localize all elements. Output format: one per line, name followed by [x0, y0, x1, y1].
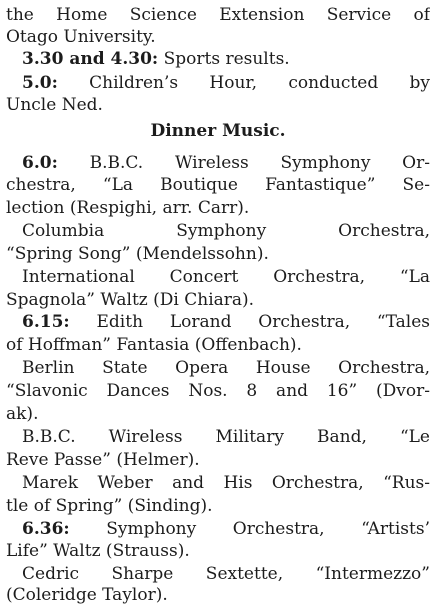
text-line: [6, 243, 430, 265]
program-time: 6.36:: [22, 519, 70, 539]
text-run: B.B.C. Wireless Military Band, “Le: [22, 427, 430, 447]
text-run: ak).: [6, 404, 39, 424]
text-run: Columbia Symphony Orchestra,: [22, 221, 430, 241]
text-line: [6, 26, 430, 48]
text-run: Children’s Hour, conducted by: [57, 73, 430, 93]
text-line: [22, 48, 430, 70]
text-line: [22, 426, 430, 448]
text-line: [22, 311, 430, 333]
text-line: [22, 518, 430, 540]
text-run: Sports results.: [158, 49, 290, 69]
text-line: [6, 403, 430, 425]
text-line: [22, 563, 430, 585]
program-time: 6.0:: [22, 153, 58, 173]
text-line: [6, 334, 430, 356]
section-heading: [6, 120, 430, 142]
text-line: [22, 472, 430, 494]
text-line: [6, 4, 430, 26]
program-time: 6.15:: [22, 312, 70, 332]
text-run: Reve Passe” (Helmer).: [6, 450, 200, 470]
text-run: International Concert Orchestra, “La: [22, 267, 430, 287]
text-run: “Slavonic Dances Nos. 8 and 16” (Dvor-: [6, 381, 430, 401]
text-run: lection (Respighi, arr. Carr).: [6, 198, 250, 218]
text-run: Spagnola” Waltz (Di Chiara).: [6, 290, 255, 310]
text-run: Edith Lorand Orchestra, “Tales: [69, 312, 430, 332]
text-run: (Coleridge Taylor).: [6, 585, 168, 605]
text-run: chestra, “La Boutique Fantastique” Se-: [6, 175, 430, 195]
text-run: the Home Science Extension Service of: [6, 5, 430, 25]
text-run: Life” Waltz (Strauss).: [6, 541, 190, 561]
text-run: “Spring Song” (Mendelssohn).: [6, 244, 269, 264]
text-run: tle of Spring” (Sinding).: [6, 496, 213, 516]
text-run: B.B.C. Wireless Symphony Or-: [57, 153, 430, 173]
text-run: Cedric Sharpe Sextette, “Intermezzo”: [22, 564, 430, 584]
text-line: [6, 540, 430, 562]
text-line: [6, 289, 430, 311]
text-line: [22, 266, 430, 288]
text-line: [6, 380, 430, 402]
text-line: [6, 94, 430, 116]
text-line: [6, 584, 430, 606]
text-run: Berlin State Opera House Orchestra,: [22, 358, 430, 378]
text-line: [22, 220, 430, 242]
text-run: of Hoffman” Fantasia (Offenbach).: [6, 335, 302, 355]
heading-text: Dinner Music.: [150, 121, 286, 141]
text-line: [22, 72, 430, 94]
text-line: [22, 357, 430, 379]
text-line: [6, 174, 430, 196]
text-line: [6, 197, 430, 219]
text-run: Symphony Orchestra, “Artists’: [69, 519, 430, 539]
text-run: Otago University.: [6, 27, 156, 47]
text-line: [6, 449, 430, 471]
text-line: [22, 152, 430, 174]
text-line: [6, 495, 430, 517]
program-time: 5.0:: [22, 73, 58, 93]
text-run: Marek Weber and His Orchestra, “Rus-: [22, 473, 430, 493]
program-time: 3.30 and 4.30:: [22, 49, 159, 69]
text-run: Uncle Ned.: [6, 95, 103, 115]
